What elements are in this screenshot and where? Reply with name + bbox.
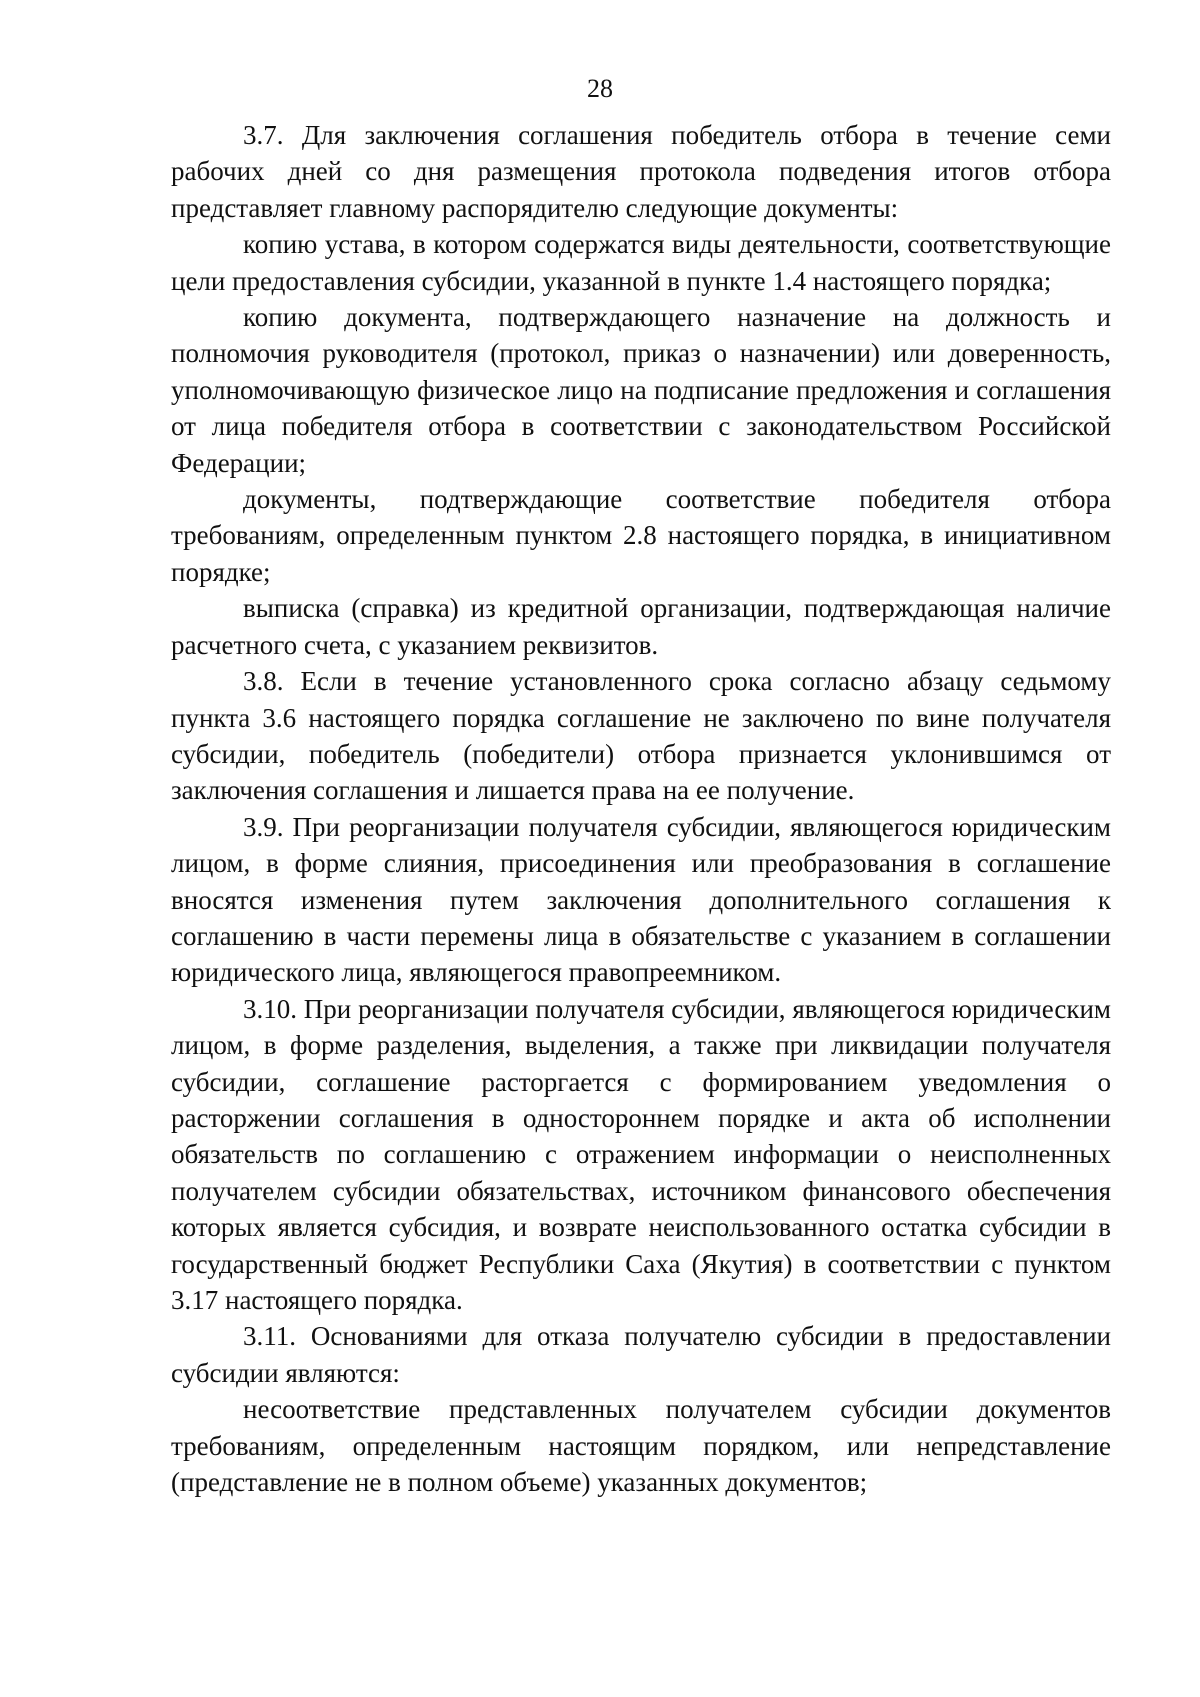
paragraph-3-11: 3.11. Основаниями для отказа получателю субсидии в предоставлении субсидии являются: (171, 1321, 1111, 1388)
paragraph-3-9: 3.9. При реорганизации получателя субсидии, являющегося юридическим лицом, в форме слияния, присоединения или преобразования в соглашение вносятся изменения путем заключения дополнительного соглашения к соглашению в части перемены лица в обязательстве с указанием в соглашении юридического лица, являющегося правопреемником. (171, 811, 1111, 988)
paragraph-3-7: 3.7. Для заключения соглашения победитель отбора в течение семи рабочих дней со дня размещения протокола подведения итогов отбора представляет главному распорядителю следующие документы: (171, 120, 1111, 223)
document-body (171, 117, 1111, 1500)
paragraph-bank-statement: выписка (справка) из кредитной организации, подтверждающая наличие расчетного счета, с указанием реквизитов. (171, 593, 1111, 660)
paragraph-3-8: 3.8. Если в течение установленного срока согласно абзацу седьмому пункта 3.6 настоящего порядка соглашение не заключено по вине получателя субсидии, победитель (победители) отбора признается уклонившимся от заключения соглашения и лишается права на ее получение. (171, 666, 1111, 806)
paragraph-compliance-documents: документы, подтверждающие соответствие победителя отбора требованиям, определенным пунктом 2.8 настоящего порядка, в инициативном порядке; (171, 484, 1111, 587)
paragraph-nonconformity: несоответствие представленных получателем субсидии документов требованиям, определенным настоящим порядком, или непредставление (представление не в полном объеме) указанных документов; (171, 1394, 1111, 1498)
page-number: 28 (587, 74, 613, 103)
paragraph-authority-document: копию документа, подтверждающего назначение на должность и полномочия руководителя (протокол, приказ о назначении) или доверенность, уполномочивающую физическое лицо на подписание предложения и соглашения от лица победителя отбора в соответствии с законодательством Российской Федерации; (171, 302, 1111, 478)
paragraph-charter-copy: копию устава, в котором содержатся виды деятельности, соответствующие цели предоставления субсидии, указанной в пункте 1.4 настоящего порядка; (171, 229, 1111, 296)
paragraph-3-10: 3.10. При реорганизации получателя субсидии, являющегося юридическим лицом, в форме разделения, выделения, а также при ликвидации получателя субсидии, соглашение расторгается с формированием уведомления о расторжении соглашения в одностороннем порядке и акта об исполнении обязательств по соглашению с отражением информации о неисполненных получателем субсидии обязательствах, источником финансового обеспечения которых является субсидия, и возврате неиспользованного остатка субсидии в государственный бюджет Республики Саха (Якутия) в соответствии с пунктом 3.17 настоящего порядка. (171, 993, 1111, 1315)
